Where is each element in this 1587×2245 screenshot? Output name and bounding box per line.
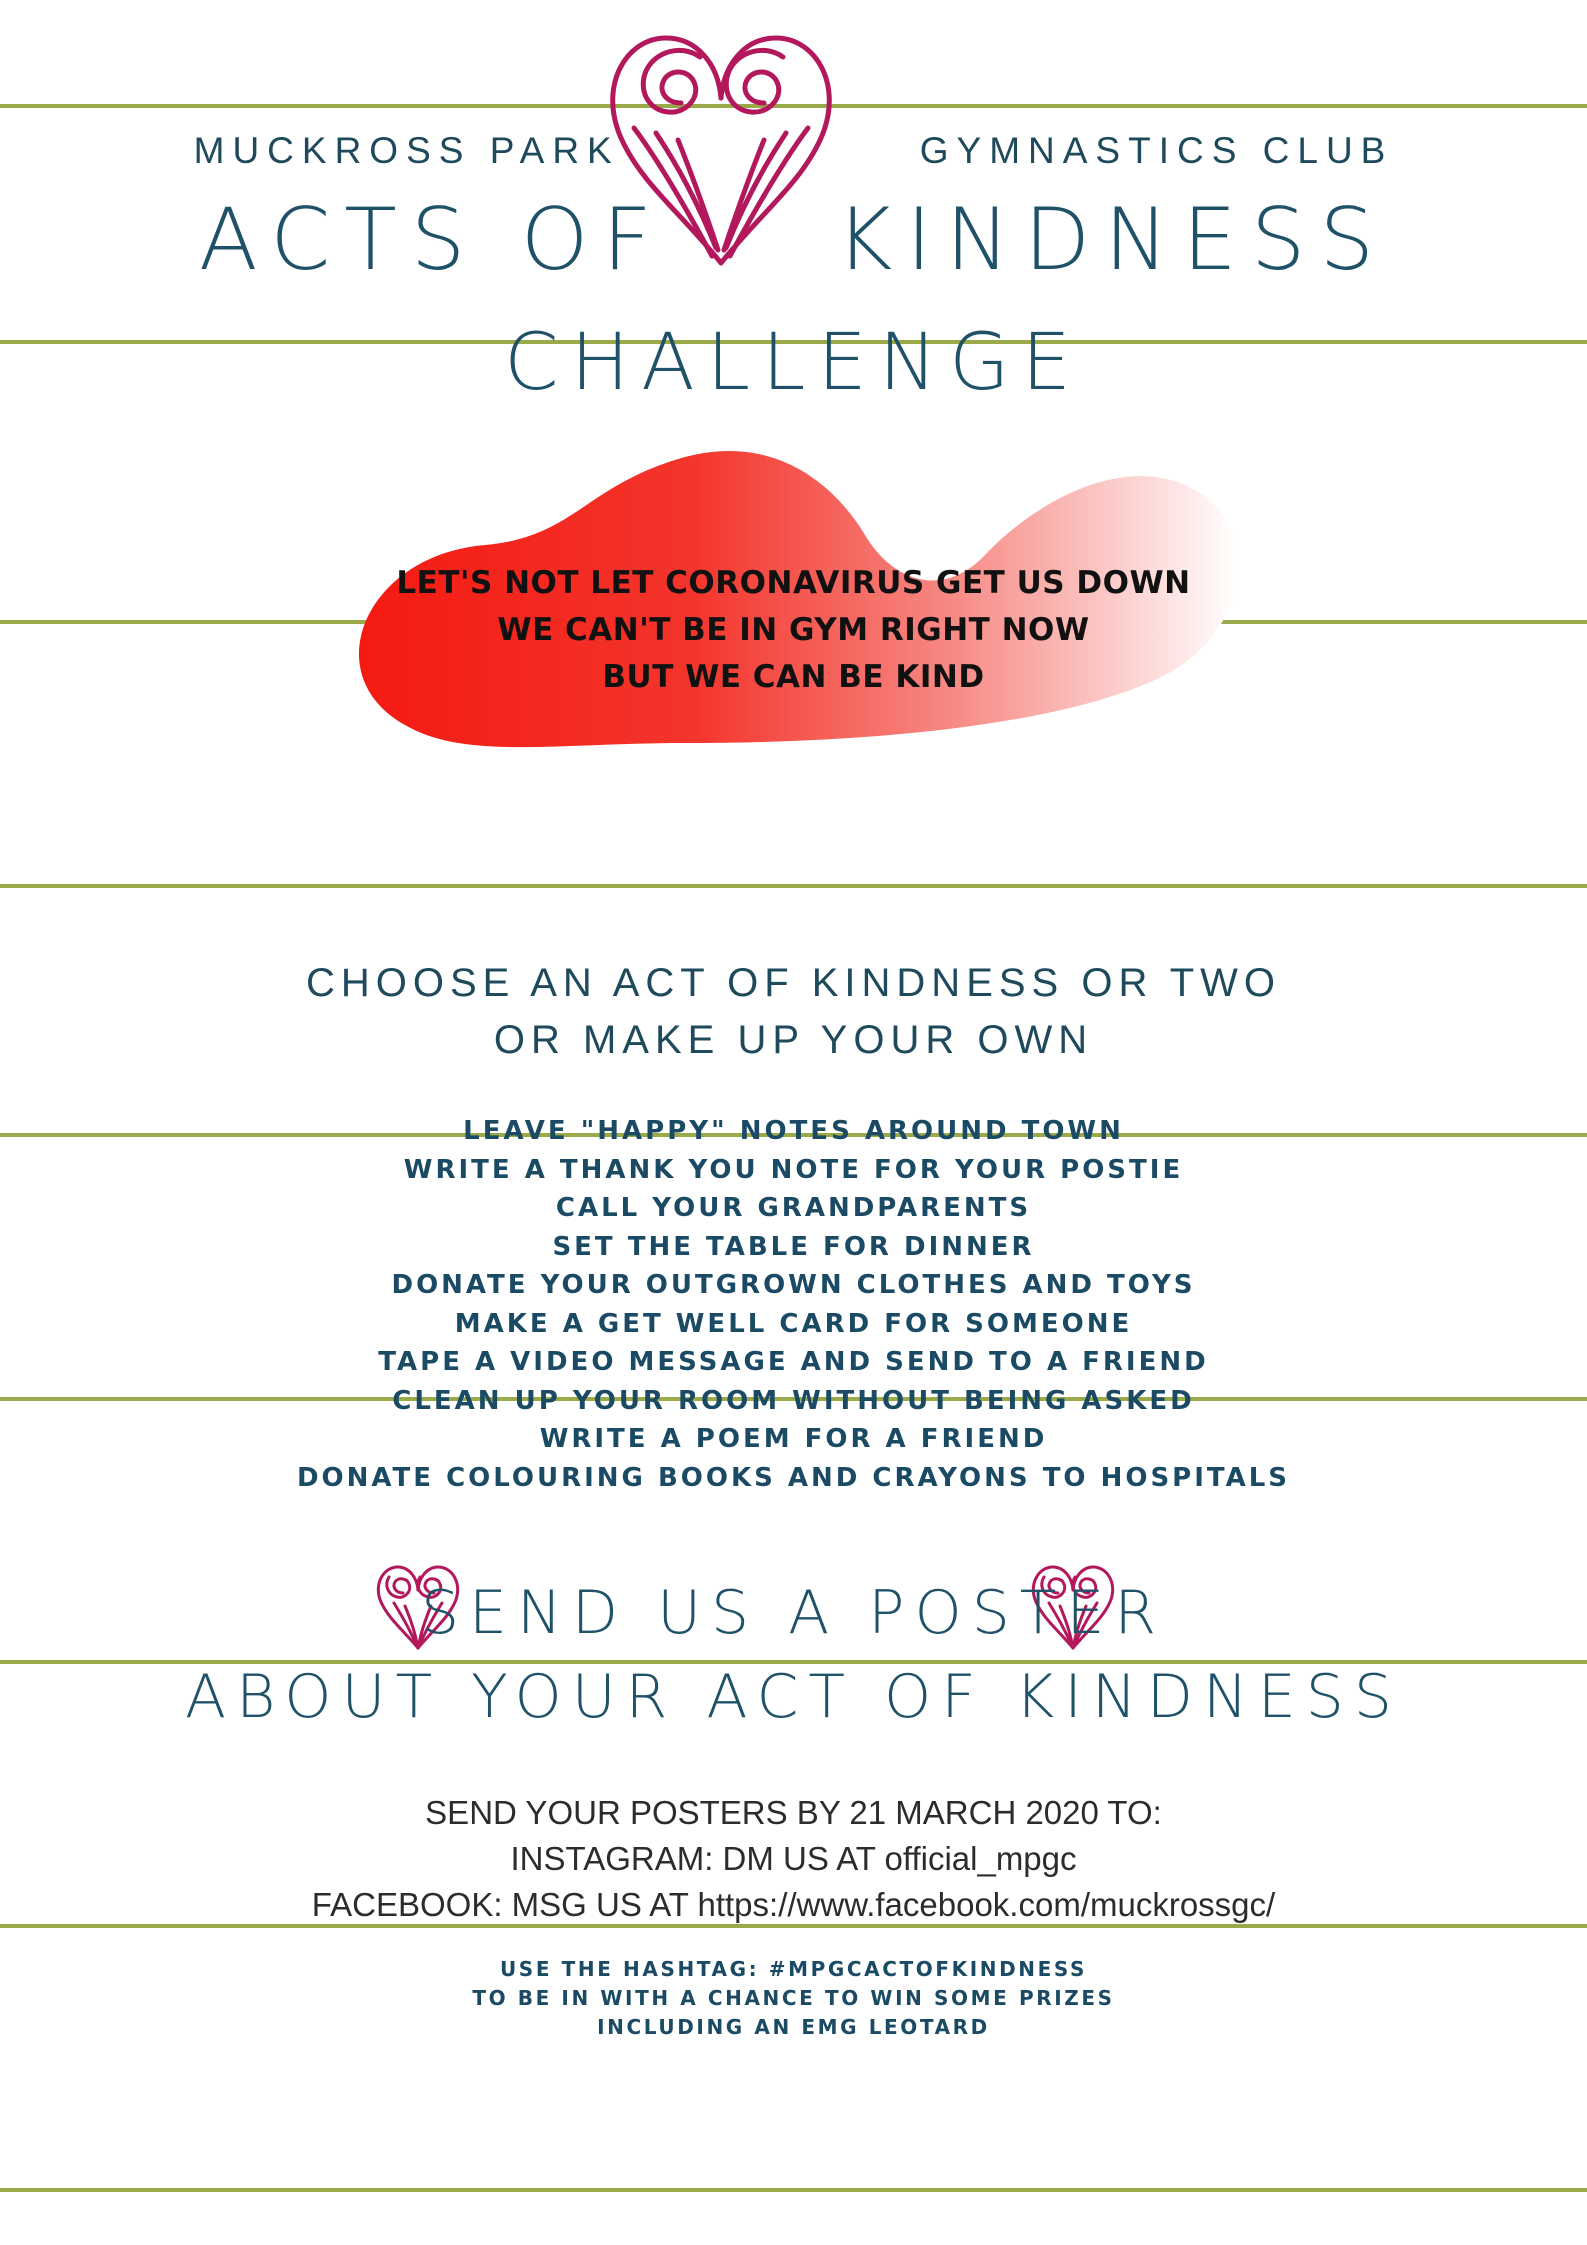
list-item: WRITE A THANK YOU NOTE FOR YOUR POSTIE [403, 1154, 1184, 1185]
divider-rule-9 [0, 2188, 1587, 2192]
poster-title-line-2: CHALLENGE [504, 318, 1083, 408]
title-word-kindness: KINDNESS [835, 190, 1389, 290]
choose-heading-line-2: OR MAKE UP YOUR OWN [493, 1018, 1094, 1062]
hashtag-line-2: TO BE IN WITH A CHANCE TO WIN SOME PRIZES [472, 1986, 1115, 2010]
poster-call-line-1: SEND US A POSTER [420, 1578, 1167, 1648]
banner-line-1: LET'S NOT LET CORONAVIRUS GET US DOWN [396, 565, 1191, 601]
list-item: DONATE COLOURING BOOKS AND CRAYONS TO HOSPITALS [296, 1462, 1291, 1493]
list-item: DONATE YOUR OUTGROWN CLOTHES AND TOYS [391, 1270, 1196, 1300]
list-item: MAKE A GET WELL CARD FOR SOMEONE [454, 1308, 1133, 1339]
contact-block [0, 1790, 1587, 1928]
choose-heading-line-1: CHOOSE AN ACT OF KINDNESS OR TWO [305, 961, 1282, 1005]
contact-instagram: INSTAGRAM: DM US AT official_mpgc [510, 1840, 1077, 1877]
banner-text [0, 560, 1587, 701]
hashtag-block [0, 1955, 1587, 2042]
ideas-list [0, 1112, 1587, 1497]
divider-rule-4 [0, 884, 1587, 888]
hashtag-line-1: USE THE HASHTAG: #MPGCACTOFKINDNESS [499, 1957, 1088, 1981]
banner-line-2: WE CAN'T BE IN GYM RIGHT NOW [497, 612, 1090, 648]
choose-heading [0, 955, 1587, 1069]
list-item: WRITE A POEM FOR A FRIEND [539, 1424, 1048, 1454]
contact-deadline: SEND YOUR POSTERS BY 21 MARCH 2020 TO: [425, 1794, 1162, 1831]
poster-call-line-2: ABOUT YOUR ACT OF KINDNESS [185, 1662, 1402, 1732]
list-item: LEAVE "HAPPY" NOTES AROUND TOWN [463, 1116, 1124, 1146]
poster-title-line-1 [0, 190, 1587, 290]
contact-facebook[interactable]: FACEBOOK: MSG US AT https://www.facebook.com/muckrossgc/ [311, 1886, 1276, 1923]
list-item: TAPE A VIDEO MESSAGE AND SEND TO A FRIEND [378, 1347, 1209, 1377]
club-name-left: MUCKROSS PARK [193, 130, 620, 171]
hashtag-line-3: INCLUDING AN EMG LEOTARD [597, 2015, 990, 2039]
list-item: CALL YOUR GRANDPARENTS [555, 1193, 1032, 1223]
title-word-acts-of: ACTS OF [198, 190, 666, 290]
list-item: CLEAN UP YOUR ROOM WITHOUT BEING ASKED [392, 1385, 1195, 1416]
list-item: SET THE TABLE FOR DINNER [552, 1231, 1035, 1262]
banner-line-3: BUT WE CAN BE KIND [602, 659, 985, 695]
club-name-right: GYMNASTICS CLUB [919, 130, 1394, 171]
